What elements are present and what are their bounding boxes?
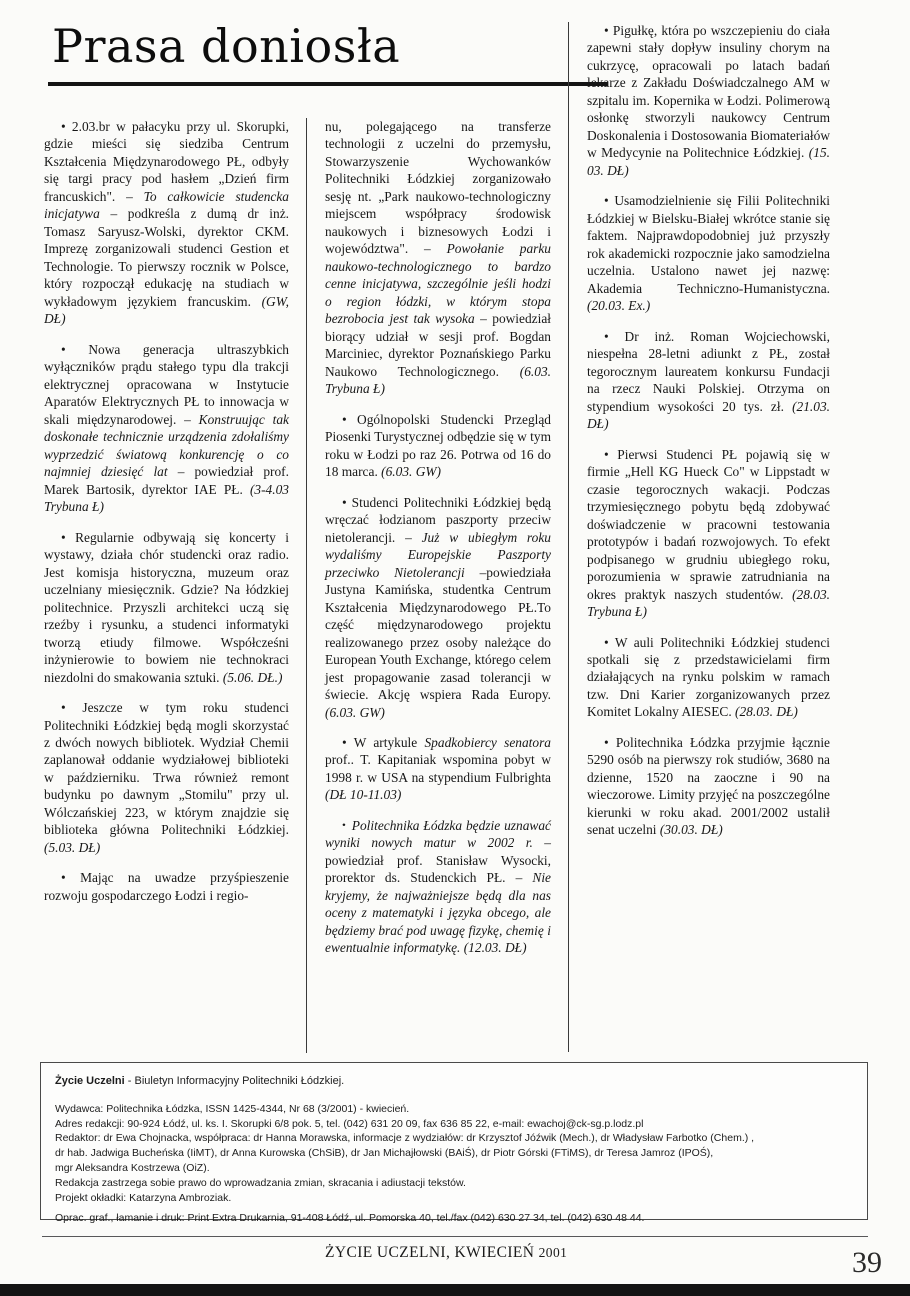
footer-publication-name: ŻYCIE UCZELNI, KWIECIEŃ: [325, 1244, 539, 1261]
news-source: (21.03. DŁ): [587, 398, 830, 432]
news-quote: Politechnika Łódzka będzie uznawać wyniki nowych matur w 2002 r.: [325, 817, 551, 851]
colophon-brand-line: [55, 1074, 853, 1090]
news-text: – powiedział prof. Marek Bartosik, dyrektor IAE PŁ.: [44, 464, 289, 497]
news-text: • Ogólnopolski Studencki Przegląd Piosenki Turystycznej odbędzie się w tym roku w Łodzi po raz 26. Potrwa od 16 do 18 marca.: [325, 411, 551, 480]
masthead-rule: [48, 82, 608, 86]
page-number: 39: [852, 1246, 882, 1279]
column-3: [568, 22, 830, 1052]
news-item: [587, 734, 830, 839]
news-item: [44, 529, 289, 686]
news-text: • W auli Politechniki Łódzkiej studenci spotkali się z przedstawicielami firm działających na rynku polskim w ramach tzw. Dni Karier zorganizowanych przez Komitet Lokalny AIESEC.: [587, 634, 830, 720]
news-text: – podkreśla z dumą dr inż. Tomasz Saryusz-Wolski, dyrektor CKM. Imprezę zorganizowali studenci Gestion et Technologie. To pierwszy rocznik w Polsce, który rozpoczął edukację na studiach w wykładowym językiem francuskim.: [44, 206, 289, 309]
news-source: (30.03. DŁ): [659, 822, 723, 838]
footer-rule: [42, 1236, 868, 1237]
page-edge-shadow: [0, 1284, 910, 1296]
news-quote: Już w ubiegłym roku wydaliśmy Europejskie Paszporty przeciwko Nietolerancji: [325, 529, 551, 580]
news-source: (20.03. Ex.): [587, 298, 651, 314]
news-source: (GW, DŁ): [44, 293, 289, 327]
colophon-publisher: Wydawca: Politechnika Łódzka, ISSN 1425-4344, Nr 68 (3/2001) - kwiecień.: [55, 1102, 410, 1115]
news-source: (28.03. DŁ): [735, 704, 798, 720]
news-item: [44, 118, 289, 328]
colophon-address: Adres redakcji: 90-924 Łódź, ul. ks. I. Skorupki 6/8 pok. 5, tel. (042) 631 20 09, fax 636 85 22, e-mail: ewachoj@ck-sg.p.lodz.pl: [55, 1117, 644, 1130]
news-item: [325, 817, 551, 957]
news-text: • Pigułkę, która po wszczepieniu do ciała zapewni stały dopływ insuliny chorym na cukrzycę, opracowali po latach badań lekarze z Zakładu Doświadczalnego AM w szpitalu im. Kopernika w Łodzi. Polimerową osłonkę stworzyli naukowcy Centrum Doskonalenia i Dostosowania Biomateriałów w Medycynie na Politechnice Łódzkiej.: [587, 23, 830, 161]
news-text: • Jeszcze w tym roku studenci Politechniki Łódzkiej będą mogli skorzystać z dwóch nowych bibliotek. Wydział Chemii zaplanował oddanie wydziałowej biblioteki w październiku. Trwa również remont budynku po dawnym „Stomilu" przy ul. Wólczańskiej 223, w którym znajdzie się biblioteka główna Politechniki Łódzkiej.: [44, 700, 289, 838]
news-text: • 2.03.br w pałacyku przy ul. Skorupki, gdzie mieści się siedziba Centrum Kształcenia Międzynarodowego PŁ, odbyły się targi pracy pod hasłem „Dzień firm francuskich". –: [44, 119, 289, 204]
colophon-brand-tail: - Biuletyn Informacyjny Politechniki Łódzkiej.: [124, 1075, 345, 1087]
masthead: [48, 19, 608, 86]
news-text: • Studenci Politechniki Łódzkiej będą wręczać łodzianom paszporty przeciw nietolerancji. –: [325, 494, 551, 545]
news-item: [44, 869, 289, 904]
colophon-box: [40, 1062, 868, 1224]
news-source: (6.03. Trybuna Ł): [325, 363, 551, 397]
news-text: • Politechnika Łódzka przyjmie łącznie 5290 osób na pierwszy rok studiów, 3680 na dzienne, 1520 na zaoczne i 90 na wieczorowe. Limity przyjęć na poszczególne kierunki w roku akad. 2001/2002 ustalił senat uczelni: [587, 734, 830, 838]
news-source: (5.06. DŁ.): [222, 669, 283, 685]
news-quote: Powołanie parku naukowo-technologicznego to bardzo cenne inicjatywa, szczególnie jeśli hodzi o region łódzki, w którym stopa bezrobocia jest tak wysoka: [325, 241, 551, 327]
news-text: • Nowa generacja ultraszybkich wyłączników prądu stałego typu dla trakcji elektrycznej opracowana w Instytucie Aparatów Elektrycznych PŁ to innowacja w skali międzynarodowej. –: [44, 341, 289, 427]
news-source: (6.03. GW): [325, 704, 385, 720]
news-item: [325, 411, 551, 481]
news-quote: To całkowicie studencka inicjatywa: [44, 188, 289, 222]
news-item: [587, 328, 830, 433]
news-source: (12.03. DŁ): [463, 940, 527, 956]
news-text: prof.. T. Kapitaniak wspomina pobyt w 1998 r. w USA na stypendium Fulbrighta: [325, 752, 551, 785]
news-title: Spadkobiercy senatora: [424, 734, 551, 750]
news-text: • Regularnie odbywają się koncerty i wystawy, działa chór studencki oraz radio. Jest komisja historyczna, muzeum oraz uczelniany miesięcznik. Gdzie? Na łódzkiej politechnice. Przyszli architekci uczą się rzeźby i rysunku, a studenci informatyki tworzą etiudy filmowe. Współcześni inżynierowie to bowiem nie technokraci niezdolni do smakowania sztuki.: [44, 529, 289, 685]
news-item: [44, 699, 289, 856]
colophon-rights: Redakcja zastrzega sobie prawo do wprowadzania zmian, skracania i adiustacji tekstów.: [55, 1177, 466, 1190]
news-source: (15. 03. DŁ): [587, 145, 830, 178]
colophon-cover-design: Projekt okładki: Katarzyna Ambroziak.: [55, 1192, 232, 1205]
page-title: Prasa doniosła: [52, 19, 401, 73]
news-item: [587, 192, 830, 314]
news-source: (3-4.03 Trybuna Ł): [44, 481, 289, 515]
news-text: • Usamodzielnienie się Filii Politechniki Łódzkiej w Bielsku-Białej wkrótce stanie się faktem. Najprawdopodobniej już przyszły rok akademicki rozpocznie jako samodzielna uczelnia. Ustalono nawet jej nazwę: Akademia Techniczno-Humanistyczna.: [587, 193, 830, 296]
bullet-glyph: •: [342, 819, 348, 832]
news-item: [325, 494, 551, 721]
news-source: (28.03. Trybuna Ł): [587, 586, 830, 620]
news-item: [44, 341, 289, 516]
news-item: [587, 634, 830, 721]
news-text: –powiedziała Justyna Kamińska, studentka Centrum Kształcenia Międzynarodowego PŁ.To część międzynarodowego projektu realizowanego przez osoby należące do European Youth Exchange, którego celem jest propagowanie zasad tolerancji w świecie. Akcję wspiera Rada Europy.: [325, 564, 551, 703]
footer-publication: [325, 1244, 567, 1262]
news-quote: Konstruując tak doskonałe technicznie urządzenia zdołaliśmy wyprzedzić światową konkurencję o co najmniej dziesięć lat: [44, 411, 290, 480]
column-2: [306, 118, 568, 1053]
colophon-editors-2: dr hab. Jadwiga Bucheńska (IiMT), dr Anna Kurowska (ChSiB), dr Jan Michajłowski (BAiŚ), dr Piotr Górski (FTiMS), dr Teresa Jamroz (IPOŚ),: [55, 1147, 714, 1160]
colophon-brand: Życie Uczelni: [55, 1075, 125, 1087]
news-source: (6.03. GW): [381, 464, 442, 480]
news-source: (5.03. DŁ): [44, 839, 101, 855]
news-text: nu, polegającego na transferze technologii z uczelni do przemysłu, Stowarzyszenie Wychowanków Politechniki Łódzkiej zorganizowało sesję nt. „Park naukowo-technologiczny miejscem współpracy środowisk naukowych i biznesowych Łodzi i województwa". –: [325, 119, 551, 257]
colophon-print: Oprac. graf., łamanie i druk: Print Extra Drukarnia, 91-408 Łódź, ul. Pomorska 40, tel./fax (042) 630 27 34, tel. (042) 630 48 44.: [55, 1211, 645, 1224]
news-item: [587, 22, 830, 179]
news-source: (DŁ 10-11.03): [325, 787, 402, 803]
news-quote: Nie kryjemy, że najważniejsze będą dla nas oceny z matematyki i języka obcego, ale będziemy brać pod uwagę fizykę, chemię i ewentualnie informatykę.: [325, 870, 551, 956]
news-item: [325, 734, 551, 804]
column-1: [44, 118, 306, 1053]
news-text: • W artykule: [342, 734, 425, 750]
colophon-editors-1: Redaktor: dr Ewa Chojnacka, współpraca: dr Hanna Morawska, informacje z wydziałów: dr Krzysztof Jóźwik (Mech.), dr Władysław Farbotko (Chem.) ,: [55, 1132, 755, 1145]
news-item: [325, 118, 551, 398]
news-text: • Mając na uwadze przyśpieszenie rozwoju gospodarczego Łodzi i regio-: [44, 870, 289, 903]
colophon-editors-3: mgr Aleksandra Kostrzewa (OiZ).: [55, 1162, 210, 1175]
news-text: – powiedział prof. Stanisław Wysocki, prorektor ds. Studenckich PŁ. –: [325, 835, 551, 886]
footer-year: 2001: [538, 1245, 568, 1260]
news-text: • Dr inż. Roman Wojciechowski, niespełna 28-letni adiunkt z PŁ, został tegorocznym laureatem konkursu Fundacji na rzecz Nauki Polskiej. Otrzyma on stypendium wysokości 20 tys. zł.: [587, 328, 830, 414]
news-item: [587, 446, 830, 621]
news-text: • Pierwsi Studenci PŁ pojawią się w firmie „Hell KG Hueck Co" w Lippstadt w czasie tegorocznych wakacji. Podczas trzymiesięcznego pobytu będą zdobywać doświadczenie w pracowni testowania prototypów i badań rozwojowych. To efekt podpisanego w grudniu ubiegłego roku, porozumienia w sprawie zatrudniania na okres praktyk naszych studentów.: [587, 446, 830, 602]
news-text: – powiedział biorący udział w sesji prof. Bogdan Marciniec, dyrektor Poznańskiego Parku Naukowo Technologicznego.: [325, 311, 551, 379]
